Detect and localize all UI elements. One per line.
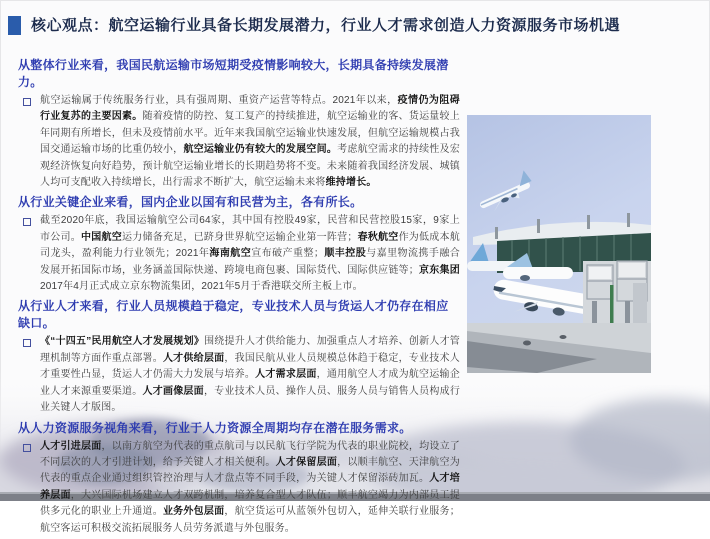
- bullet-item: [23, 439, 460, 537]
- section-heading-3: 从行业人才来看，行业人员规模趋于稳定，专业技术人员与货运人才仍存在相应缺口。: [18, 299, 449, 331]
- section-heading-2: 从行业关键企业来看，国内企业以国有和民营为主，各有所长。: [18, 195, 363, 210]
- bullet-text: 人才引进层面，以南方航空为代表的重点航司与以民航飞行学院为代表的职业院校，均设立了不同层次的人才引进计划，给予关键人才相关便利。人才保留层面，以顺丰航空、天津航空为代表的重点企业通过组织管控治理与人才盘点等不同手段，为关键人才保留添砖加瓦。人才培养层面，大兴国际机场建立人才双跨机制，培养复合型人才队伍；顺丰航空竭力为内部员工提供多元化的职业上升通道。业务外包层面，航空货运可从蓝领外包切入，延伸关联行业服务；航空客运可积极交流拓展服务人员劳务派遣与外包服务。: [40, 440, 461, 534]
- bullet-text: 航空运输属于传统服务行业，具有强周期、重资产运营等特点。2021年以来，疫情仍为阻碍行业复苏的主要因素。随着疫情的防控、复工复产的持续推进，航空运输业的客、货运量较上年同期有所增长，但未及疫情前水平。近年来我国航空运输业快速发展，但航空运输规模占我国交通运输市场的比重仍较小，航空运输业仍有较大的发展空间。考虑航空需求的持续性及宏观经济恢复向好趋势，预计航空运输业增长的长期趋势将不变。未来随着我国经济发展、城镇人均可支配收入持续增长，出行需求不断扩大，航空运输未来将维持增长。: [40, 95, 461, 189]
- section-heading-1: 从整体行业来看，我国民航运输市场短期受疫情影响较大，长期具备持续发展潜力。: [18, 58, 449, 89]
- bullet-square-icon: [23, 444, 31, 452]
- content-sections: [18, 54, 460, 539]
- bullet-text: 《“十四五”民用航空人才发展规划》围绕提升人才供给能力、加强重点人才培养、创新人才管理机制等方面作重点部署。人才供给层面，我国民航从业人员规模总体趋于稳定，专业技术人才重要性凸显，货运人才仍需大力发展与培养。人才需求层面，通用航空人才成为航空运输企业人才来源重要渠道。人才画像层面，专业技术人员、操作人员、服务人员与销售人员构成行业关键人才版图。: [40, 336, 461, 414]
- page-title: 核心观点：航空运输行业具备长期发展潜力，行业人才需求创造人力资源服务市场机遇: [31, 17, 621, 34]
- page-title-row: [8, 15, 620, 36]
- bullet-item: [23, 213, 460, 295]
- bullet-square-icon: [23, 98, 31, 106]
- airport-photo: [467, 115, 651, 373]
- title-accent-square-icon: [8, 16, 21, 35]
- bullet-item: [23, 334, 460, 416]
- bullet-text: 截至2020年底，我国运输航空公司64家，其中国有控股49家，民营和民营控股15家，9家上市公司。中国航空运力储备充足，已跻身世界航空运输企业第一阵营；春秋航空作为低成本航司龙头，盈利能力行业领先；2021年海南航空宣布破产重整；顺丰控股与嘉里物流携手融合发展开拓国际市场，业务涵盖国际快递、跨境电商包裹、国际货代、国际供应链等；京东集团2017年4月正式成立京东物流集团，2021年5月于香港联交所主板上市。: [40, 215, 460, 293]
- bullet-item: [23, 93, 460, 191]
- tarmac: [467, 323, 651, 373]
- bullet-square-icon: [23, 218, 31, 226]
- bullet-square-icon: [23, 339, 31, 347]
- section-heading-4: 从人力资源服务视角来看，行业于人力资源全周期均存在潜在服务需求。: [18, 420, 412, 435]
